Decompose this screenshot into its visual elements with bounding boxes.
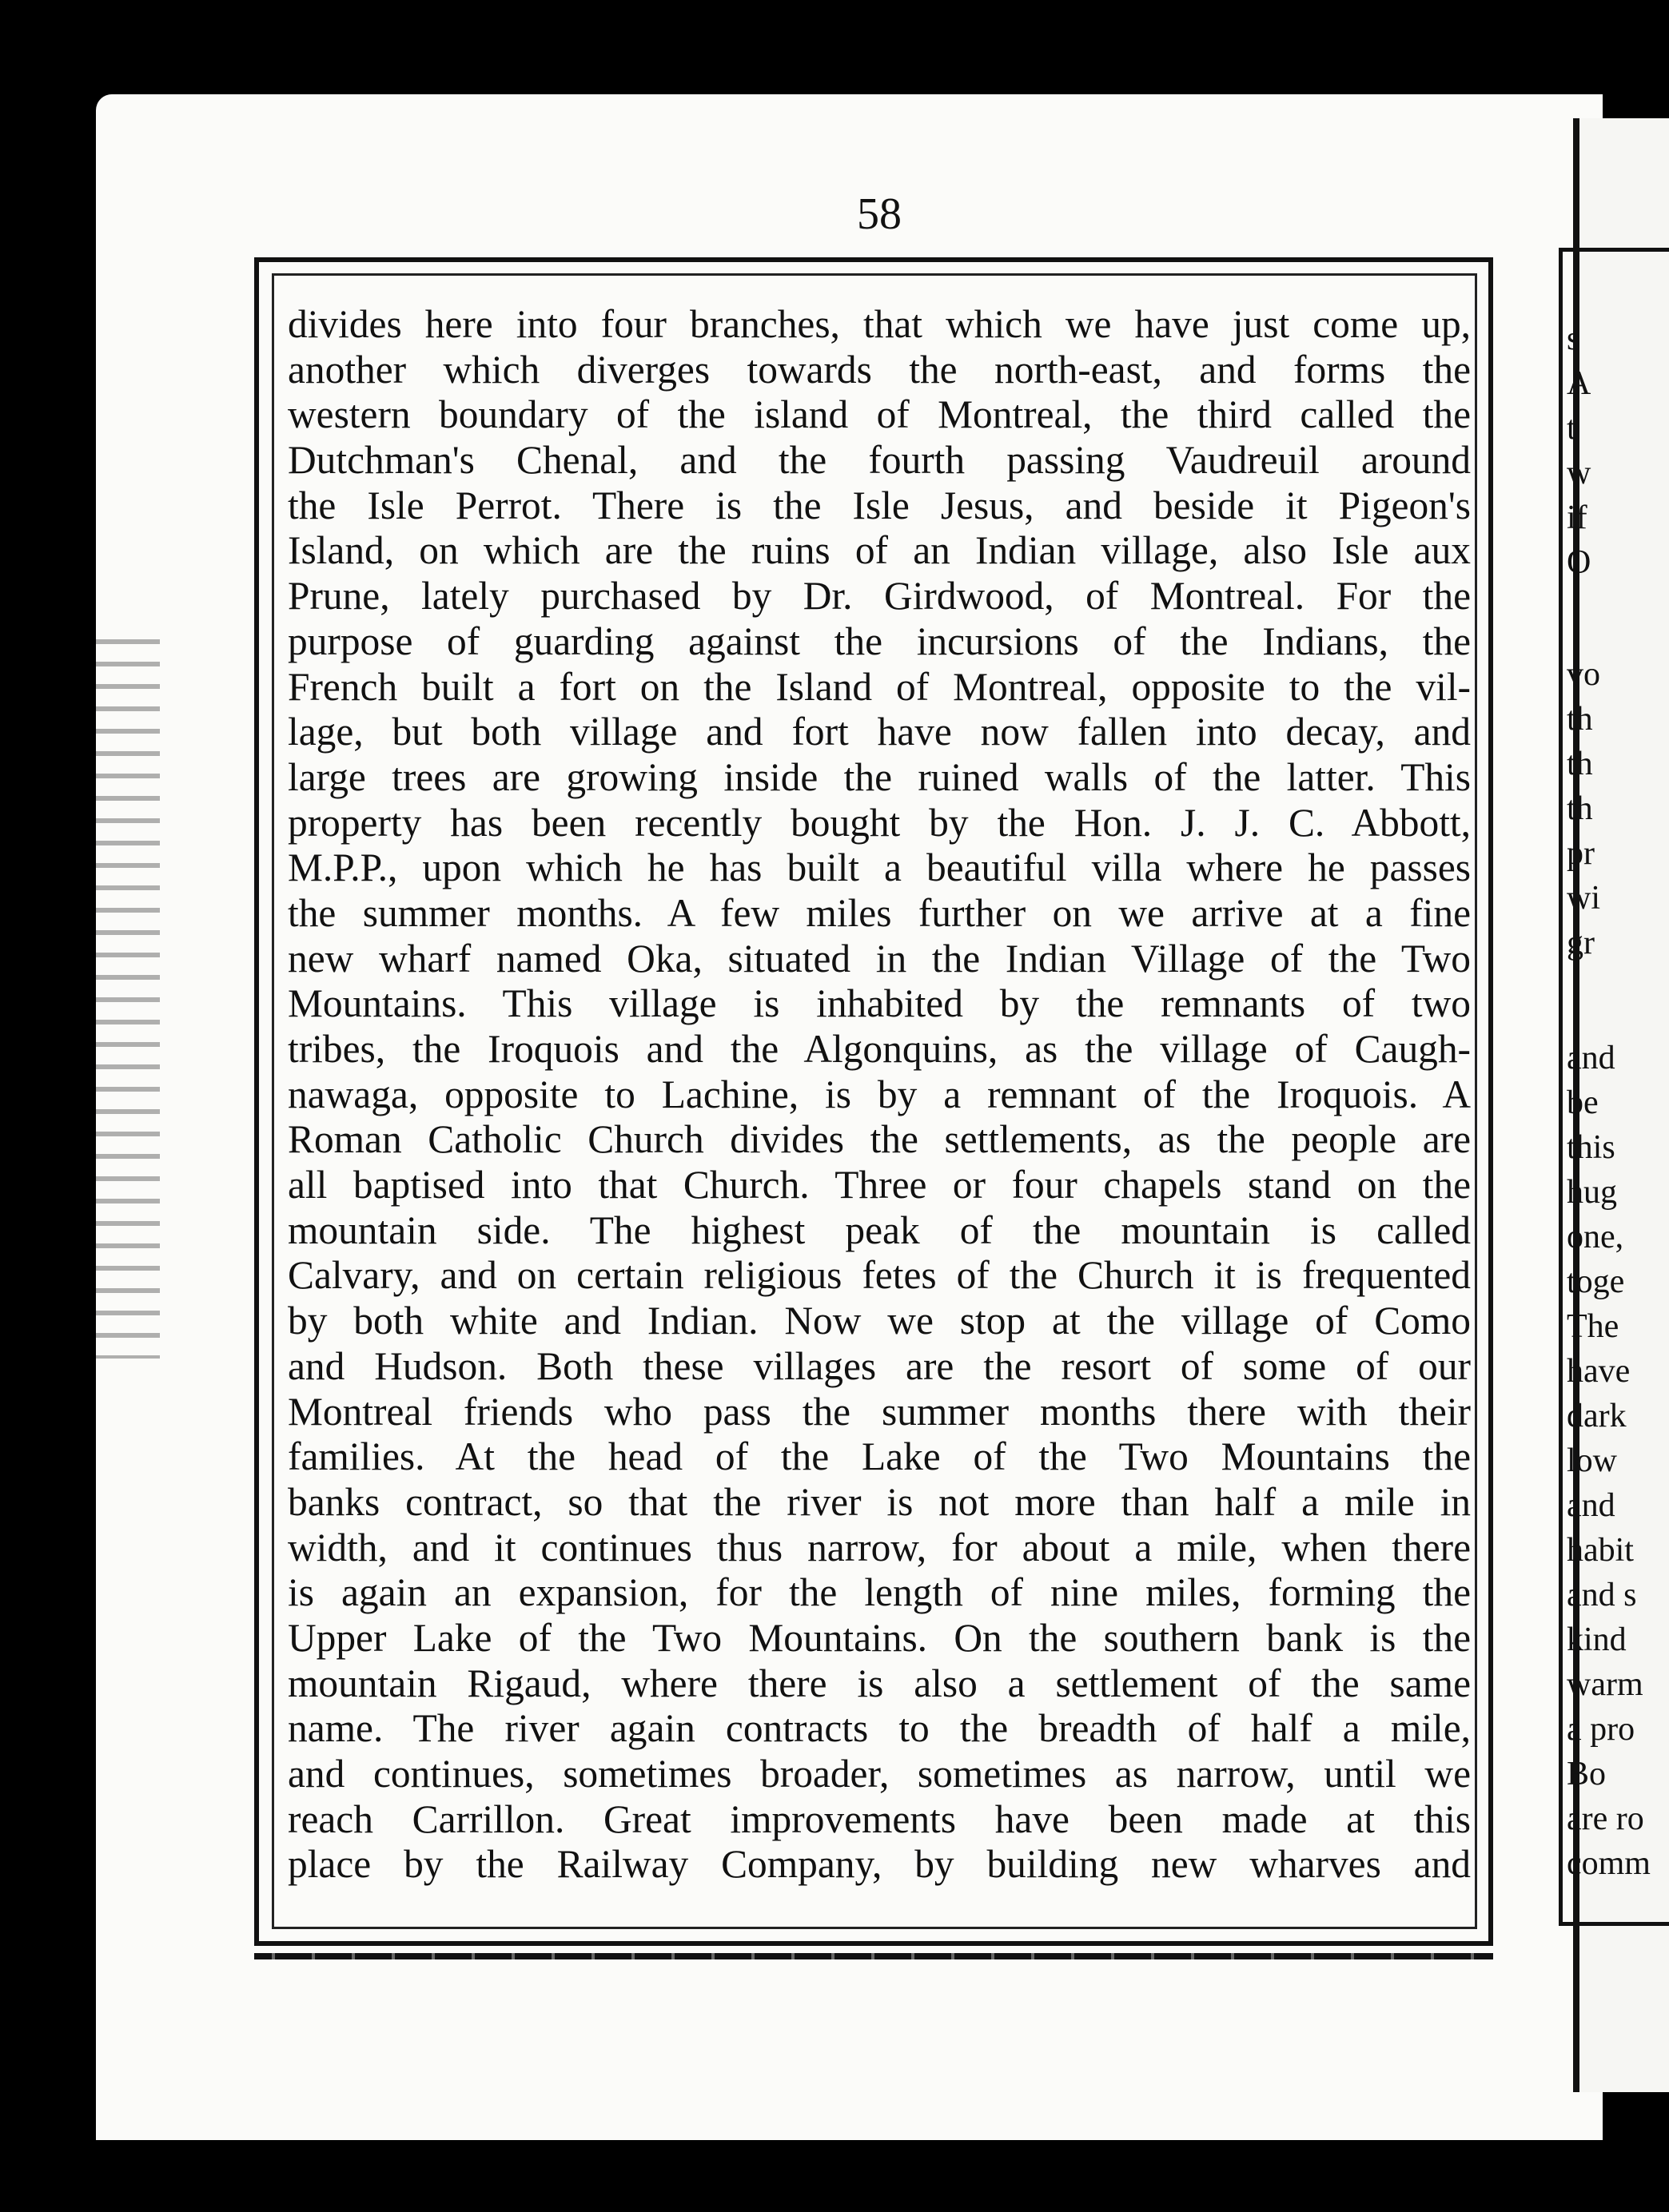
adjacent-page-fragment: wi bbox=[1567, 880, 1600, 917]
text-line: and Hudson. Both these villages are the resort of some of our bbox=[288, 1343, 1471, 1388]
text-line: all baptised into that Church. Three or four chapels stand on the bbox=[288, 1163, 1471, 1207]
gutter-print-bleed bbox=[96, 639, 160, 1359]
text-line: large trees are growing inside the ruined walls of the latter. This bbox=[288, 754, 1471, 799]
adjacent-page-fragment: low bbox=[1567, 1442, 1617, 1479]
text-line: the Isle Perrot. There is the Isle Jesus, and beside it Pigeon's bbox=[288, 483, 1471, 527]
adjacent-page-fragment: The bbox=[1567, 1308, 1619, 1345]
text-line: Roman Catholic Church divides the settlements, as the people are bbox=[288, 1117, 1471, 1162]
text-line: lage, but both village and fort have now fallen into decay, and bbox=[288, 710, 1471, 754]
text-line: new wharf named Oka, situated in the Indian Village of the Two bbox=[288, 936, 1471, 981]
text-line: Upper Lake of the Two Mountains. On the southern bank is the bbox=[288, 1615, 1471, 1660]
adjacent-page-fragment: comm bbox=[1567, 1845, 1651, 1882]
text-line: place by the Railway Company, by building new wharves and bbox=[288, 1842, 1471, 1887]
text-line: mountain Rigaud, where there is also a settlement of the same bbox=[288, 1661, 1471, 1705]
text-line: Calvary, and on certain religious fetes of the Church it is frequented bbox=[288, 1253, 1471, 1298]
adjacent-page-fragment: kind bbox=[1567, 1621, 1627, 1658]
text-line: Dutchman's Chenal, and the fourth passing Vaudreuil around bbox=[288, 438, 1471, 483]
text-line: property has been recently bought by the Hon. J. J. C. Abbott, bbox=[288, 800, 1471, 845]
text-line: the summer months. A few miles further on we arrive at a fine bbox=[288, 890, 1471, 935]
adjacent-page-fragment: th bbox=[1567, 701, 1593, 738]
text-line: families. At the head of the Lake of the Two Mountains the bbox=[288, 1434, 1471, 1479]
adjacent-page-fragment: habit bbox=[1567, 1532, 1634, 1569]
text-line: mountain side. The highest peak of the mountain is called bbox=[288, 1207, 1471, 1252]
adjacent-page-fragment: toge bbox=[1567, 1263, 1625, 1300]
text-frame-bottom-rule bbox=[254, 1953, 1493, 1959]
adjacent-page-fragment: warm bbox=[1567, 1666, 1643, 1703]
text-line: is again an expansion, for the length of nine miles, forming the bbox=[288, 1570, 1471, 1615]
adjacent-page-fragment: Bo bbox=[1567, 1756, 1607, 1792]
text-line: banks contract, so that the river is not more than half a mile in bbox=[288, 1479, 1471, 1524]
adjacent-page-fragment: this bbox=[1567, 1129, 1615, 1166]
adjacent-page-fragment: if bbox=[1567, 499, 1587, 536]
adjacent-page-fragment: s bbox=[1567, 320, 1580, 357]
adjacent-page-fragment: dark bbox=[1567, 1398, 1627, 1434]
text-line: Prune, lately purchased by Dr. Girdwood, of Montreal. For the bbox=[288, 574, 1471, 619]
text-line: reach Carrillon. Great improvements have been made at this bbox=[288, 1796, 1471, 1841]
adjacent-page-fragment: are ro bbox=[1567, 1800, 1644, 1837]
adjacent-page-fragment: one, bbox=[1567, 1219, 1624, 1255]
adjacent-page-fragment: th bbox=[1567, 790, 1593, 827]
adjacent-page-fragment: a pro bbox=[1567, 1711, 1635, 1748]
adjacent-page-fragment: t bbox=[1567, 410, 1576, 447]
adjacent-page-fragment: have bbox=[1567, 1353, 1631, 1390]
adjacent-page-fragment: and bbox=[1567, 1487, 1615, 1524]
text-line: and continues, sometimes broader, sometimes as narrow, until we bbox=[288, 1752, 1471, 1796]
text-line: western boundary of the island of Montreal, the third called the bbox=[288, 392, 1471, 437]
adjacent-page-fragment: O bbox=[1567, 544, 1591, 581]
text-line: M.P.P., upon which he has built a beautiful villa where he passes bbox=[288, 845, 1471, 890]
adjacent-page-fragment: hug bbox=[1567, 1174, 1617, 1211]
adjacent-page-fragment: be bbox=[1567, 1084, 1599, 1121]
text-line: divides here into four branches, that which we have just come up, bbox=[288, 302, 1471, 346]
text-line: width, and it continues thus narrow, for about a mile, when there bbox=[288, 1525, 1471, 1569]
adjacent-page-fragment: th bbox=[1567, 746, 1593, 782]
adjacent-page-fragment: vo bbox=[1567, 656, 1600, 693]
adjacent-page-fragment: A bbox=[1567, 365, 1591, 402]
text-line: French built a fort on the Island of Montreal, opposite to the vil- bbox=[288, 664, 1471, 709]
adjacent-page-fragment: w bbox=[1567, 455, 1591, 491]
page-number: 58 bbox=[857, 189, 902, 239]
adjacent-page-fragment: pr bbox=[1567, 835, 1595, 872]
text-line: name. The river again contracts to the breadth of half a mile, bbox=[288, 1706, 1471, 1751]
adjacent-page-fragment: gr bbox=[1567, 925, 1595, 961]
adjacent-page-fragment: and bbox=[1567, 1040, 1615, 1076]
text-line: another which diverges towards the north-east, and forms the bbox=[288, 347, 1471, 392]
text-line: Island, on which are the ruins of an Indian village, also Isle aux bbox=[288, 528, 1471, 573]
text-line: by both white and Indian. Now we stop at the village of Como bbox=[288, 1299, 1471, 1343]
text-line: nawaga, opposite to Lachine, is by a remnant of the Iroquois. A bbox=[288, 1072, 1471, 1116]
body-text bbox=[288, 302, 1471, 1888]
adjacent-page-fragment: and s bbox=[1567, 1577, 1637, 1613]
text-line: purpose of guarding against the incursions of the Indians, the bbox=[288, 619, 1471, 663]
text-line: Montreal friends who pass the summer months there with their bbox=[288, 1389, 1471, 1434]
text-line: Mountains. This village is inhabited by the remnants of two bbox=[288, 981, 1471, 1026]
text-line: tribes, the Iroquois and the Algonquins, as the village of Caugh- bbox=[288, 1027, 1471, 1071]
